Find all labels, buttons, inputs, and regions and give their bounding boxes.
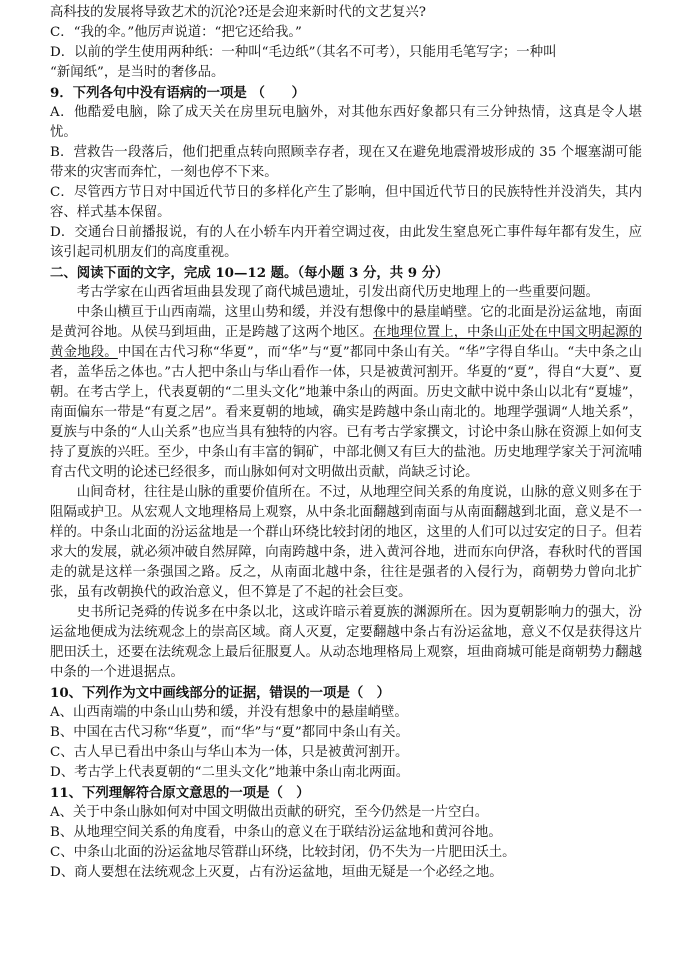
question-9-option-a: A．他酷爱电脑，除了成天关在房里玩电脑外，对其他东西好象都只有三分钟热情，这真是令人堪忧。 xyxy=(50,105,642,140)
passage-paragraph-1: 考古学家在山西省垣曲县发现了商代城邑遗址，引发出商代历史地理上的一些重要问题。 xyxy=(76,285,600,300)
question-9-option-c: C．尽管西方节日对中国近代节日的多样化产生了影响，但中国近代节日的民族特性并没消失，其内容、样式基本保留。 xyxy=(50,185,642,220)
passage-text: 中条山横亘于山西南端，这里山势和缓，并没有想像中的悬崖峭壁。它的北面是汾运盆地，南面是黄河谷地。从侯马到垣曲，正是跨越了这两个地区。 xyxy=(50,305,642,340)
question-10-option-c: C、古人早已看出中条山与华山本为一体，只是被黄河割开。 xyxy=(50,745,409,760)
question-11-option-c: C、中条山北面的汾运盆地尽管群山环绕，比较封闭，仍不失为一片肥田沃土。 xyxy=(50,845,516,860)
question-11-option-a: A、关于中条山脉如何对中国文明做出贡献的研究，至今仍然是一片空白。 xyxy=(50,805,489,820)
question-10-title: 10、下列作为文中画线部分的证据，错误的一项是（ ） xyxy=(50,685,391,701)
passage-paragraph-4: 史书所记尧舜的传说多在中条以北，这或许暗示着夏族的渊源所在。因为夏朝影响力的强大，汾运盆地便成为法统观念上的崇高区域。商人灭夏，定要翻越中条占有汾运盆地，意义不仅是获得这片肥田沃土，还要在法统观念上最后征服夏人。从动态地理格局上观察，垣曲商城可能是商朝势力翻越中条的一个进退据点。 xyxy=(50,605,642,680)
section-2-title: 二、阅读下面的文字，完成 10—12 题。（每小题 3 分，共 9 分） xyxy=(50,265,449,281)
question-11-option-d: D、商人要想在法统观念上灭夏，占有汾运盆地，垣曲无疑是一个必经之地。 xyxy=(50,865,503,880)
question-9-option-d: D．交通台日前播报说，有的人在小轿车内开着空调过夜，由此发生窒息死亡事件每年都有发生，应该引起司机朋友们的高度重视。 xyxy=(50,225,642,260)
underlined-sentence: 在地理位置上，中条山正处在中国文明起源的黄金地段。 xyxy=(50,325,643,360)
question-9-title: 9．下列各句中没有语病的一项是 （ ） xyxy=(50,85,306,101)
passage-paragraph-2 xyxy=(50,303,642,483)
question-10-option-a: A、山西南端的中条山山势和缓，并没有想象中的悬崖峭壁。 xyxy=(50,705,408,720)
question-10-option-b: B、中国在古代习称“华夏”，而“华”与“夏”都同中条山有关。 xyxy=(50,725,409,740)
passage-paragraph-3: 山间奇材，往往是山脉的重要价值所在。不过，从地理空间关系的角度说，山脉的意义则多在于阻隔或护卫。从宏观人文地理格局上观察，从中条北面翻越到南面与从南面翻越到北面，意义是不一样的。中条山北面的汾运盆地是一个群山环绕比较封闭的地区，这里的人们可以过安定的日子。但若求大的发展，就必须冲破自然屏障，向南跨越中条，进入黄河谷地，进而东向伊洛，春秋时代的晋国走的就是这样一条强国之路。反之，从南面北越中条，往往是强者的入侵行为，商朝势力曾向北扩张，虽有改朝换代的政治意义，但不算是了不起的社会巨变。 xyxy=(50,485,642,600)
text-line: 高科技的发展将导致艺术的沉沦?还是会迎来新时代的文艺复兴? xyxy=(50,5,426,20)
option-d: D．以前的学生使用两种纸：一种叫“毛边纸”（其名不可考），只能用毛笔写字；一种叫 xyxy=(50,45,557,60)
option-c: C．“我的伞。”他厉声说道：“把它还给我。” xyxy=(50,25,302,40)
passage-text: 中国在古代习称“华夏”，而“华”与“夏”都同中条山有关。“华”字得自华山。“夫中条之山者，盖华岳之体也。”古人把中条山与华山看作一体，只是被黄河割开。华夏的“夏”，得自“大夏”、夏朝。在考古学上，代表夏朝的“二里头文化”地兼中条山的两面。历史文献中说中条山以北有“夏墟”，南面偏东一带是“有夏之居”。看来夏朝的地域，确实是跨越中条山南北的。地理学强调“人地关系”，夏族与中条的“人山关系”也应当具有独特的内容。已有考古学家撰文，讨论中条山脉在资源上如何支持了夏族的兴旺。至少，中条山有丰富的铜矿，中部北侧又有巨大的盐池。历史地理学家关于河流哺育古代文明的论述已经很多，而山脉如何对文明做出贡献，尚缺乏讨论。 xyxy=(50,345,643,480)
question-10-option-d: D、考古学上代表夏朝的“二里头文化”地兼中条山南北两面。 xyxy=(50,765,410,780)
question-11-title: 11、下列理解符合原文意思的一项是（ ） xyxy=(50,785,310,801)
question-9-option-b: B．营救告一段落后，他们把重点转向照顾幸存者，现在又在避免地震滑坡形成的 35 个堰塞湖可能带来的灾害而奔忙，一刻也停不下来。 xyxy=(50,145,642,180)
question-11-option-b: B、从地理空间关系的角度看，中条山的意义在于联结汾运盆地和黄河谷地。 xyxy=(50,825,502,840)
option-d-continued: “新闻纸”，是当时的奢侈品。 xyxy=(50,65,225,80)
